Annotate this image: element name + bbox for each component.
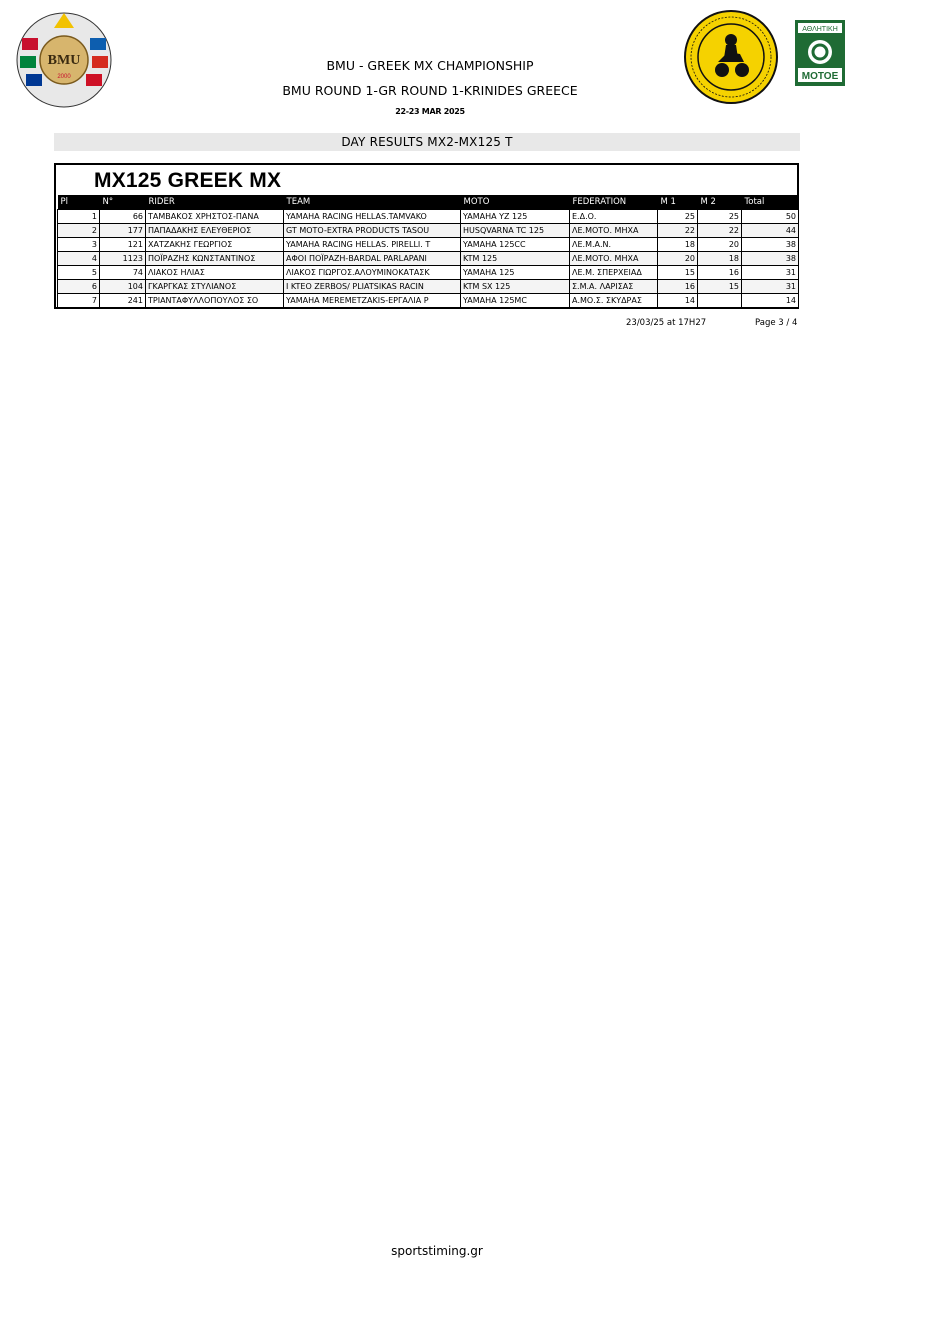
cell-m2: 20 <box>698 238 742 252</box>
cell-moto: YAMAHA 125 <box>461 266 570 280</box>
site-footer: sportstiming.gr <box>391 1244 483 1258</box>
cell-total: 50 <box>742 210 799 224</box>
cell-federation: ΛΕ.ΜΟΤΟ. ΜΗΧΑ <box>570 252 658 266</box>
page-number: Page 3 / 4 <box>755 318 798 328</box>
cell-pl: 5 <box>58 266 100 280</box>
cell-federation: Σ.Μ.Α. ΛΑΡΙΣΑΣ <box>570 280 658 294</box>
cell-rider: ΧΑΤΖΑΚΗΣ ΓΕΩΡΓΙΟΣ <box>146 238 284 252</box>
cell-team: YAMAHA RACING HELLAS. PIRELLI. T <box>284 238 461 252</box>
event-date: 22-23 MAR 2025 <box>395 107 465 116</box>
cell-pl: 7 <box>58 294 100 308</box>
col-header-m1: M 1 <box>660 197 676 207</box>
cell-m1: 25 <box>658 210 698 224</box>
table-row <box>58 266 799 280</box>
col-header-team: TEAM <box>286 197 311 207</box>
cell-moto: KTM SX 125 <box>461 280 570 294</box>
cell-m2: 18 <box>698 252 742 266</box>
cell-team: ΑΦΟΙ ΠΟΪΡΑΖΗ-BARDAL PARLAPANI <box>284 252 461 266</box>
cell-rider: ΠΑΠΑΔΑΚΗΣ ΕΛΕΥΘΕΡΙΟΣ <box>146 224 284 238</box>
bmu-logo-text: BMU <box>47 53 81 68</box>
cell-federation: Ε.Δ.Ο. <box>570 210 658 224</box>
cell-m1: 22 <box>658 224 698 238</box>
cell-total: 38 <box>742 252 799 266</box>
col-header-rider: RIDER <box>148 197 175 207</box>
cell-team: I KTEO ZERBOS/ PLIATSIKAS RACIN <box>284 280 461 294</box>
cell-moto: YAMAHA 125CC <box>461 238 570 252</box>
cell-moto: YAMAHA 125MC <box>461 294 570 308</box>
cell-total: 38 <box>742 238 799 252</box>
cell-m2: 15 <box>698 280 742 294</box>
results-table <box>57 195 799 308</box>
cell-no: 104 <box>100 280 146 294</box>
cell-no: 241 <box>100 294 146 308</box>
round-title: BMU ROUND 1-GR ROUND 1-KRINIDES GREECE <box>282 83 578 98</box>
cell-total: 31 <box>742 266 799 280</box>
table-row <box>58 280 799 294</box>
cell-m1: 16 <box>658 280 698 294</box>
cell-no: 177 <box>100 224 146 238</box>
cell-federation: Α.ΜΟ.Σ. ΣΚΥΔΡΑΣ <box>570 294 658 308</box>
cell-total: 44 <box>742 224 799 238</box>
cell-m2 <box>698 294 742 308</box>
cell-m2: 25 <box>698 210 742 224</box>
col-header-moto: MOTO <box>463 197 490 207</box>
cell-team: ΛΙΑΚΟΣ ΓΙΩΡΓΟΣ.ΑΛΟΥΜΙΝΟΚΑΤΑΣΚ <box>284 266 461 280</box>
cell-rider: ΠΟΪΡΑΖΗΣ ΚΩΝΣΤΑΝΤΙΝΟΣ <box>146 252 284 266</box>
cell-moto: HUSQVARNA TC 125 <box>461 224 570 238</box>
table-row <box>58 238 799 252</box>
table-header-row <box>58 195 799 210</box>
cell-team: GT MOTO-EXTRA PRODUCTS TASOU <box>284 224 461 238</box>
cell-rider: ΛΙΑΚΟΣ ΗΛΙΑΣ <box>146 266 284 280</box>
motoe-logo-text: MOTOE <box>801 71 839 82</box>
bmu-logo-year: 2000 <box>57 74 71 80</box>
table-row <box>58 210 799 224</box>
motoe-logo-top: ΑΘΛΗΤΙΚΗ <box>802 26 838 33</box>
cell-no: 74 <box>100 266 146 280</box>
cell-moto: YAMAHA YZ 125 <box>461 210 570 224</box>
col-header-pl: Pl <box>60 197 68 207</box>
cell-m2: 16 <box>698 266 742 280</box>
motoe-logo <box>795 20 845 86</box>
col-header-total: Total <box>744 197 765 207</box>
cell-pl: 3 <box>58 238 100 252</box>
cell-federation: ΛΕ.Μ.Α.Ν. <box>570 238 658 252</box>
col-header-m2: M 2 <box>700 197 716 207</box>
cell-team: YAMAHA MEREMETZAKIS-ΕΡΓΑΛΙΑ Ρ <box>284 294 461 308</box>
print-timestamp: 23/03/25 at 17H27 <box>626 318 707 328</box>
championship-title: BMU - GREEK MX CHAMPIONSHIP <box>326 58 534 73</box>
cell-m2: 22 <box>698 224 742 238</box>
col-header-no: N° <box>102 197 114 207</box>
cell-pl: 2 <box>58 224 100 238</box>
col-header-federation: FEDERATION <box>572 197 627 207</box>
cell-rider: ΓΚΑΡΓΚΑΣ ΣΤΥΛΙΑΝΟΣ <box>146 280 284 294</box>
cell-total: 31 <box>742 280 799 294</box>
cell-m1: 14 <box>658 294 698 308</box>
cell-moto: KTM 125 <box>461 252 570 266</box>
cell-pl: 1 <box>58 210 100 224</box>
cell-federation: ΛΕ.Μ. ΣΠΕΡΧΕΙΑΔ <box>570 266 658 280</box>
cell-no: 66 <box>100 210 146 224</box>
category-title: MX125 GREEK MX <box>94 169 282 192</box>
cell-federation: ΛΕ.ΜΟΤΟ. ΜΗΧΑ <box>570 224 658 238</box>
cell-no: 121 <box>100 238 146 252</box>
table-row <box>58 252 799 266</box>
table-row <box>58 294 799 308</box>
day-results-bar <box>54 133 800 151</box>
cell-no: 1123 <box>100 252 146 266</box>
cell-rider: ΤΑΜΒΑΚΟΣ ΧΡΗΣΤΟΣ-ΠΑΝΑ <box>146 210 284 224</box>
cell-m1: 20 <box>658 252 698 266</box>
table-row <box>58 224 799 238</box>
cell-pl: 4 <box>58 252 100 266</box>
cell-rider: ΤΡΙΑΝΤΑΦΥΛΛΟΠΟΥΛΟΣ ΣΟ <box>146 294 284 308</box>
cell-total: 14 <box>742 294 799 308</box>
cell-m1: 18 <box>658 238 698 252</box>
cell-team: YAMAHA RACING HELLAS.TAMVAKO <box>284 210 461 224</box>
day-results-title: DAY RESULTS MX2-MX125 T <box>341 135 513 149</box>
cell-pl: 6 <box>58 280 100 294</box>
results-panel <box>54 163 799 309</box>
cell-m1: 15 <box>658 266 698 280</box>
